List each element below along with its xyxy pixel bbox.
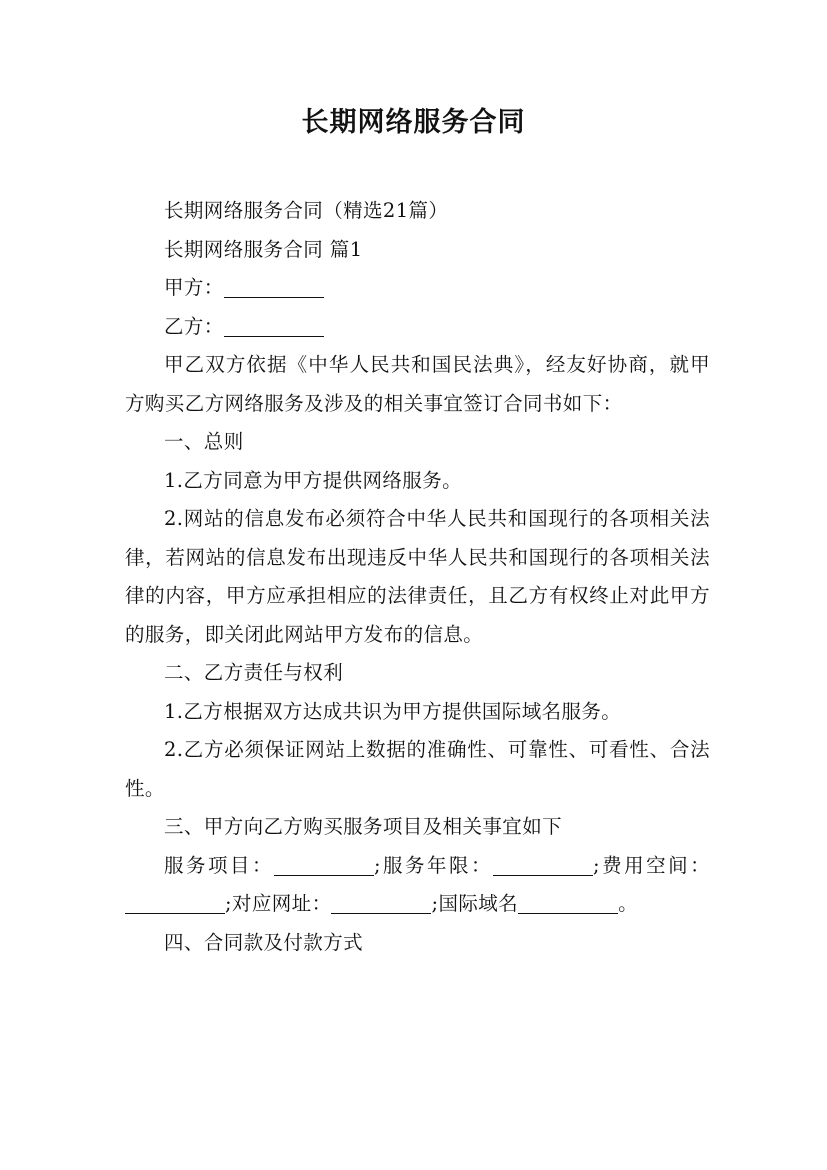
domain-label: ;国际域名 [431, 892, 519, 915]
service-item-blank [274, 855, 374, 876]
section4-heading: 四、合同款及付款方式 [164, 930, 364, 954]
document-subtitle: 长期网络服务合同（精选21篇） [164, 199, 449, 222]
party-b-blank [224, 316, 324, 337]
section2-heading: 二、乙方责任与权利 [164, 661, 344, 684]
section3-service-details [125, 847, 710, 924]
section1-heading: 一、总则 [164, 430, 244, 453]
document-body [125, 192, 710, 962]
section2-item1: 1.乙方根据双方达成共识为甲方提供国际域名服务。 [164, 699, 622, 723]
url-blank [331, 893, 431, 914]
document-title: 长期网络服务合同 [301, 107, 526, 138]
party-b-line [125, 308, 710, 347]
section3-heading: 三、甲方向乙方购买服务项目及相关事宜如下 [164, 815, 563, 838]
space-blank [125, 893, 225, 914]
space-label: ;费用空间： [593, 853, 710, 877]
party-a-line [125, 269, 710, 308]
party-a-blank [224, 277, 324, 298]
section-heading: 长期网络服务合同 篇1 [164, 237, 363, 261]
party-b-label: 乙方： [164, 314, 224, 338]
section1-item1: 1.乙方同意为甲方提供网络服务。 [164, 468, 463, 492]
domain-blank [518, 893, 618, 914]
service-years-label: ;服务年限： [373, 853, 494, 877]
section1-item2: 2.网站的信息发布必须符合中华人民共和国现行的各项相关法律，若网站的信息发布出现违反中华人民共和国现行的各项相关法律的内容，甲方应承担相应的法律责任，且乙方有权终止对此甲方的服务，即关闭此网站甲方发布的信息。 [125, 507, 710, 646]
party-a-label: 甲方： [164, 276, 224, 299]
service-years-blank [493, 855, 593, 876]
url-label: ;对应网址： [225, 892, 332, 915]
end-mark: 。 [618, 892, 638, 915]
intro-paragraph: 甲乙双方依据《中华人民共和国民法典》，经友好协商，就甲方购买乙方网络服务及涉及的相关事宜签订合同书如下： [125, 353, 710, 415]
service-item-label: 服务项目： [164, 853, 274, 877]
section2-item2: 2.乙方必须保证网站上数据的准确性、可靠性、可看性、合法性。 [125, 738, 710, 800]
